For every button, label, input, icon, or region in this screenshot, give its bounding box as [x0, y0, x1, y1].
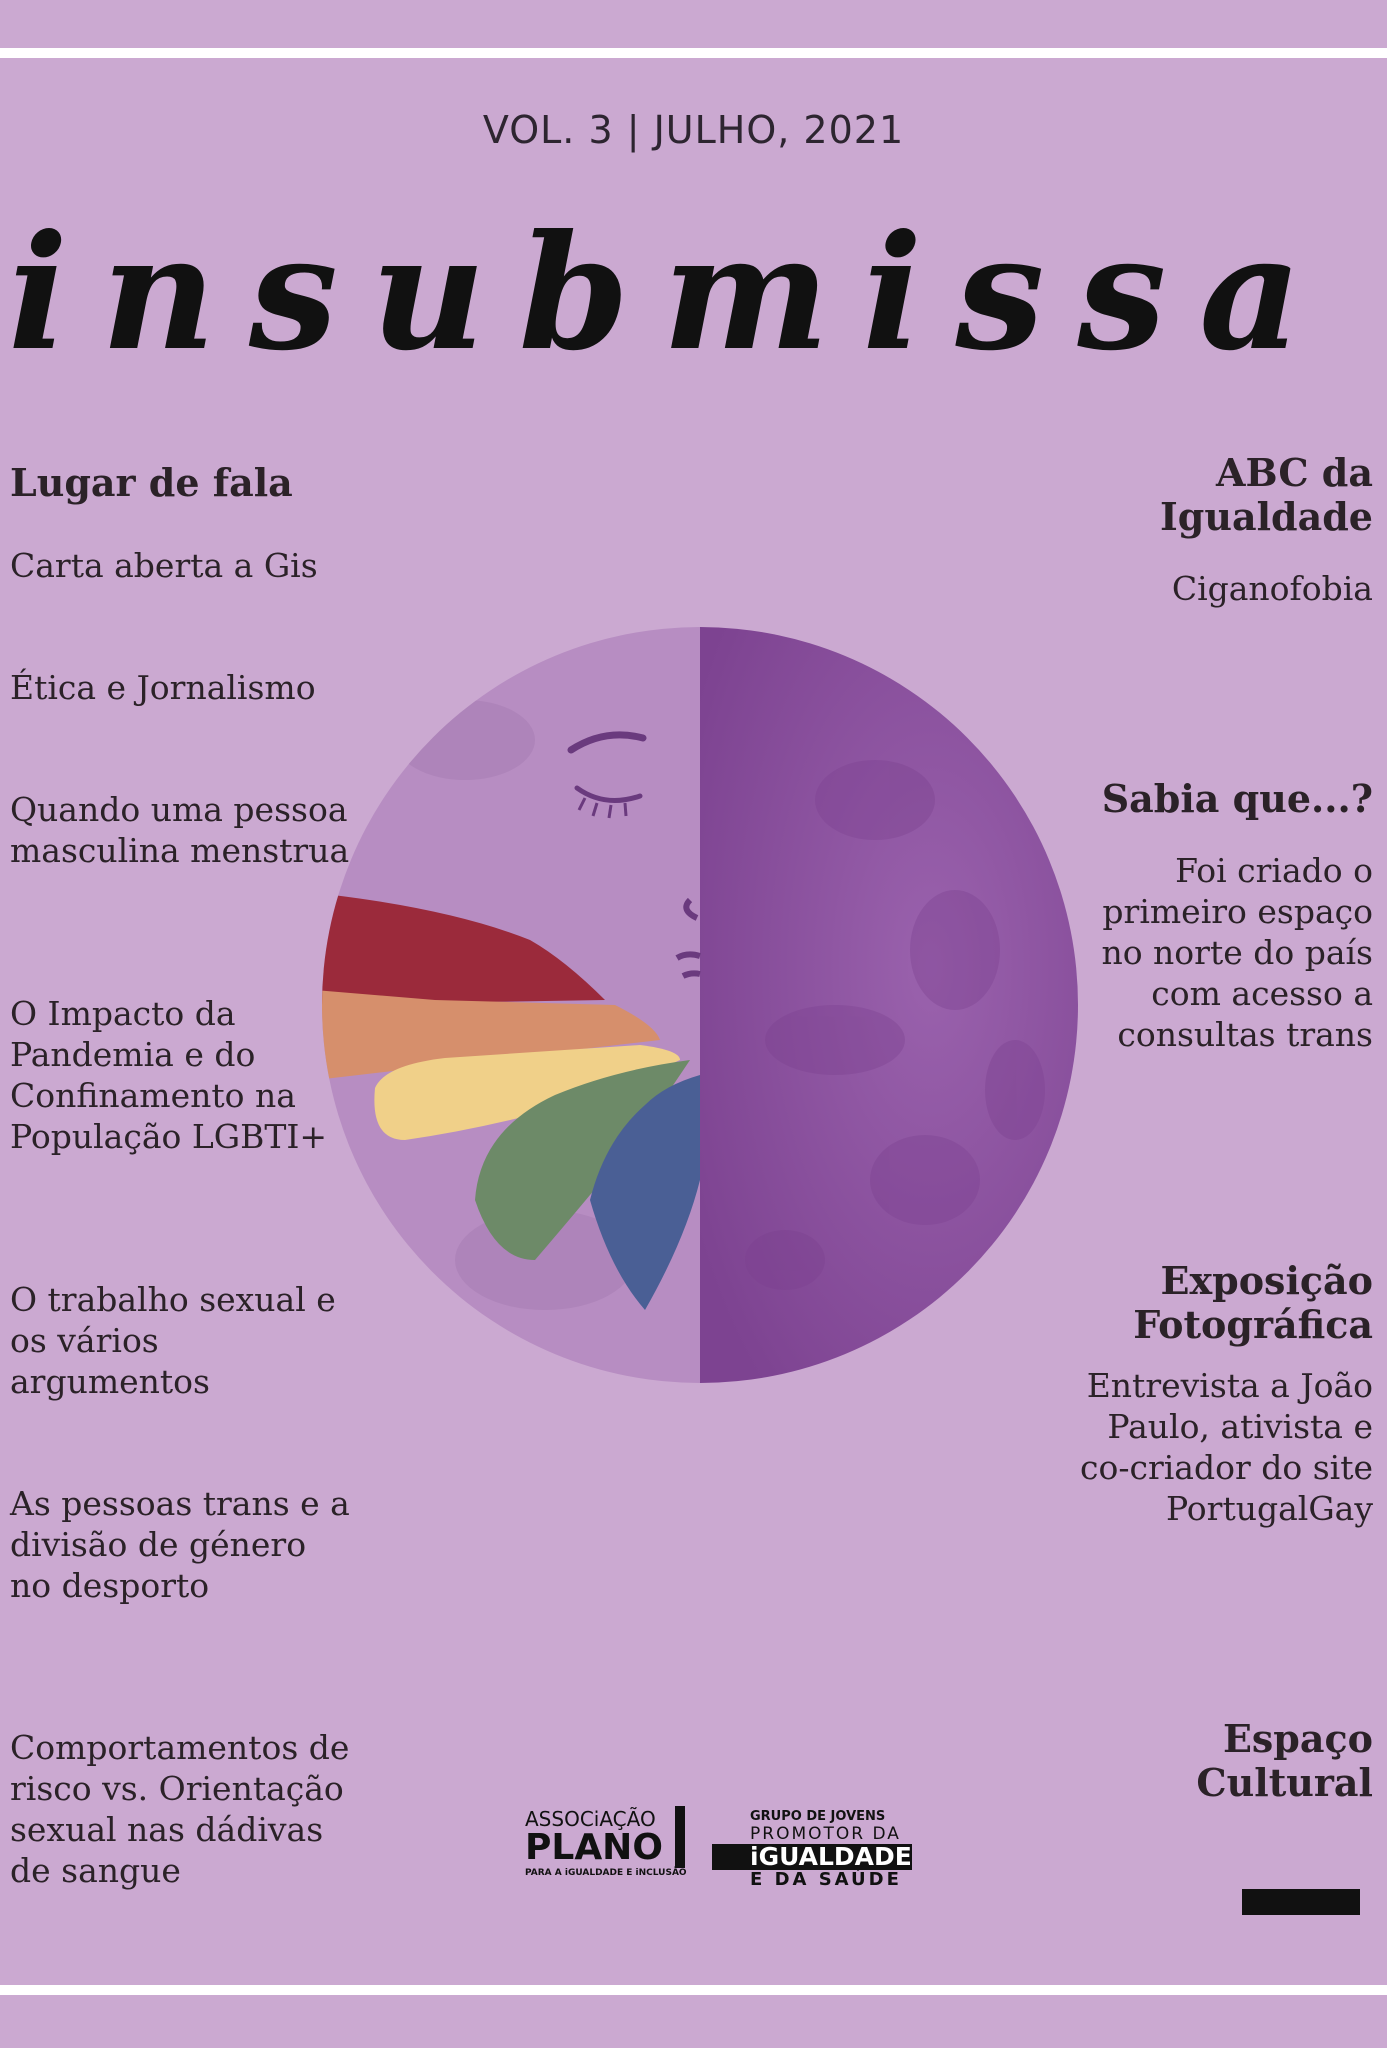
plano-logo-line3: PARA A iGUALDADE E iNCLUSÃO	[525, 1868, 687, 1878]
article-pessoas-trans-desporto[interactable]: As pessoas trans e a divisão de género no desporto	[10, 1484, 350, 1605]
article-pessoa-masculina-menstrua[interactable]: Quando uma pessoa masculina menstrua	[10, 790, 350, 870]
grupo-jovens-logo	[712, 1808, 912, 1890]
magazine-title: insubmissa	[8, 201, 1335, 386]
article-impacto-pandemia[interactable]: O Impacto da Pandemia e do Confinamento na População LGBTI+	[10, 994, 328, 1156]
issue-line: VOL. 3 | JULHO, 2021	[482, 108, 905, 152]
section-heading-espaco-cultural: Espaço Cultural	[1196, 1716, 1373, 1805]
article-espaco-consultas-trans[interactable]: Foi criado o primeiro espaço no norte do país com acesso a consultas trans	[1101, 851, 1373, 1054]
plano-logo-line2: PLANO	[525, 1827, 663, 1868]
grupo-logo-line2: PROMOTOR DA	[750, 1824, 901, 1844]
moon-face-illustration	[315, 620, 1085, 1390]
article-etica-jornalismo[interactable]: Ética e Jornalismo	[10, 668, 316, 707]
plano-logo-line1: ASSOCiAÇÃO	[525, 1807, 656, 1831]
section-heading-abc-igualdade: ABC da Igualdade	[1160, 450, 1373, 539]
article-trabalho-sexual[interactable]: O trabalho sexual e os vários argumentos	[10, 1280, 336, 1401]
black-bar	[1242, 1889, 1360, 1915]
section-heading-exposicao-fotografica: Exposição Fotográfica	[1133, 1258, 1373, 1347]
article-comportamentos-risco[interactable]: Comportamentos de risco vs. Orientação sexual nas dádivas de sangue	[10, 1728, 350, 1890]
article-ciganofobia[interactable]: Ciganofobia	[1171, 569, 1373, 608]
top-rule	[0, 48, 1387, 58]
article-carta-aberta[interactable]: Carta aberta a Gis	[10, 546, 318, 585]
grupo-logo-line3: iGUALDADE	[712, 1844, 912, 1870]
plano-i-mark	[675, 1806, 685, 1868]
grupo-logo-line4: E DA SAÚDE	[750, 1869, 902, 1890]
bottom-rule	[0, 1985, 1387, 1995]
associacao-plano-logo	[525, 1808, 687, 1880]
section-heading-sabia-que: Sabia que...?	[1101, 776, 1373, 821]
grupo-logo-line1: GRUPO DE JOVENS	[750, 1809, 886, 1824]
article-entrevista-joao-paulo[interactable]: Entrevista a João Paulo, ativista e co-criador do site PortugalGay	[1079, 1366, 1373, 1528]
section-heading-lugar-de-fala: Lugar de fala	[10, 460, 293, 505]
